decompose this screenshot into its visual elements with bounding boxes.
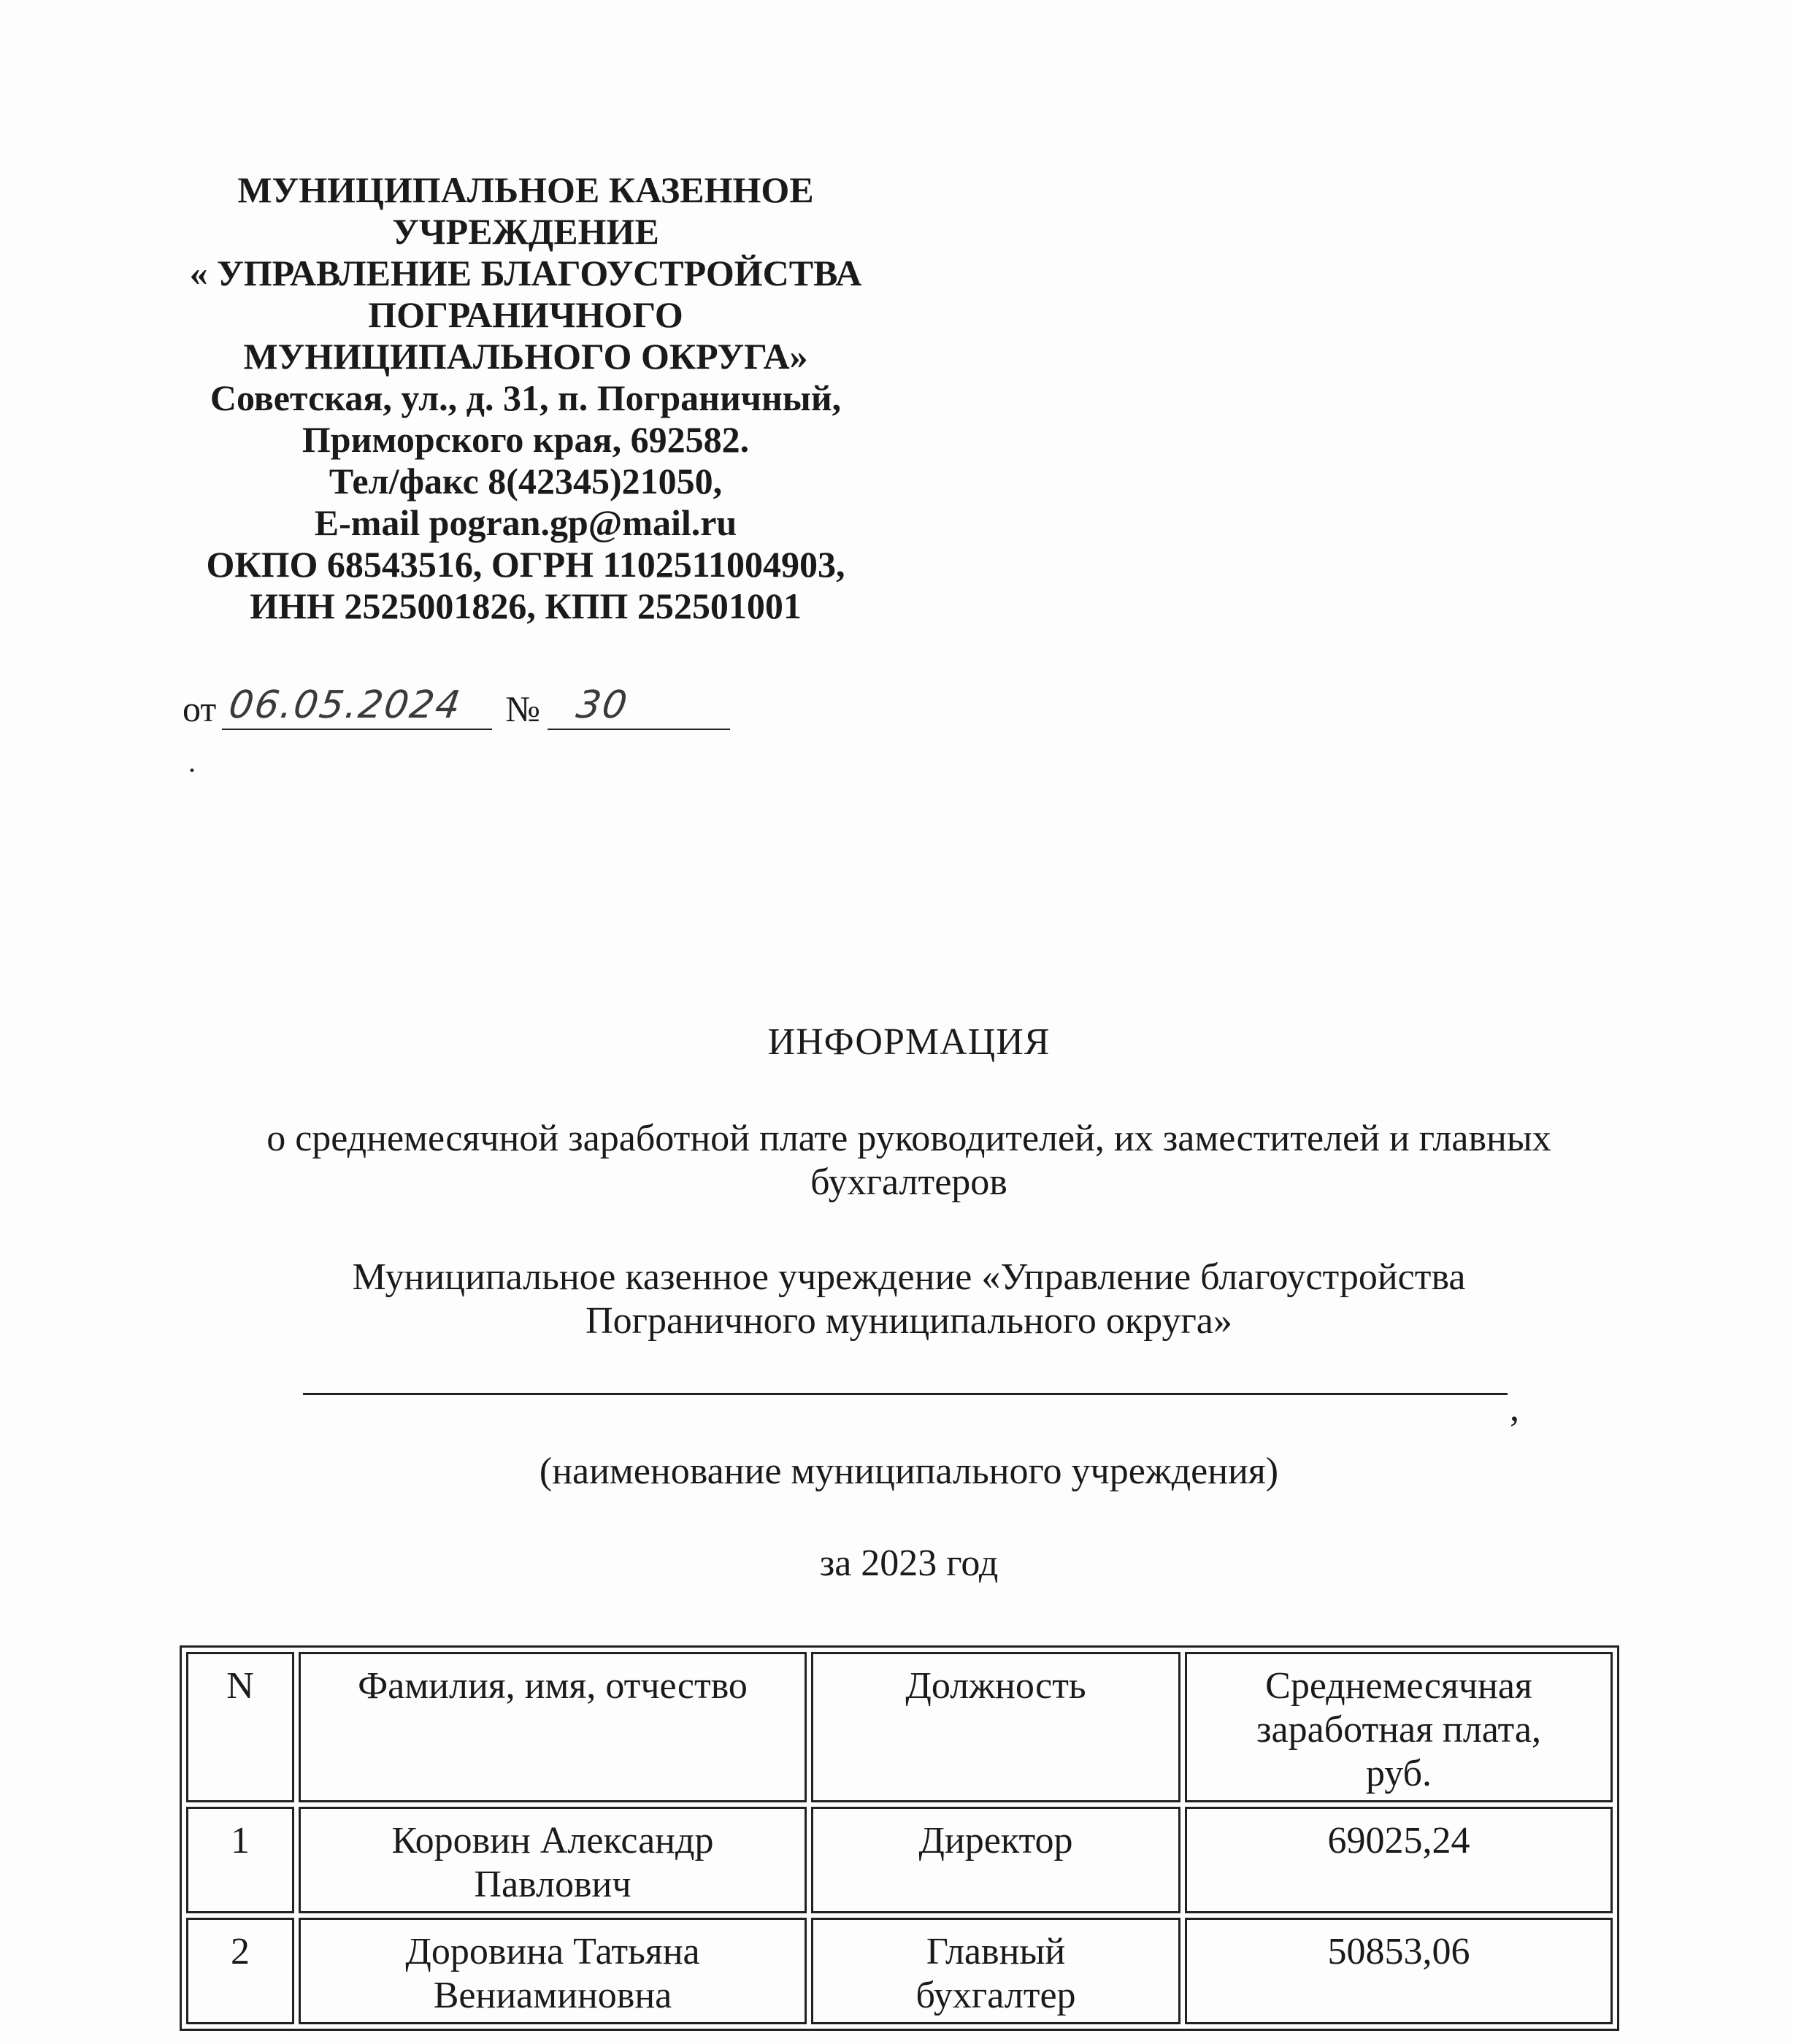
- position-line: бухгалтер: [915, 1975, 1076, 2016]
- header-number: N: [186, 1652, 294, 1802]
- header-salary-line: Среднемесячная: [1265, 1665, 1532, 1707]
- name-line: Вениаминовна: [433, 1975, 672, 2016]
- organization-letterhead: [168, 169, 883, 627]
- handwritten-date: 06.05.2024: [226, 683, 465, 727]
- underline-comma: ,: [1510, 1388, 1519, 1429]
- cell-number: 1: [186, 1807, 294, 1913]
- letterhead-address: Советская, ул., д. 31, п. Пограничный,: [210, 377, 842, 418]
- letterhead-phone: Тел/факс 8(42345)21050,: [329, 461, 723, 502]
- underline-caption: (наименование муниципального учреждения): [539, 1451, 1279, 1492]
- cell-number: 2: [186, 1918, 294, 2024]
- reporting-period: за 2023 год: [819, 1542, 999, 1584]
- reference-line: [183, 672, 730, 730]
- document-title: ИНФОРМАЦИЯ: [767, 1021, 1051, 1063]
- position-line: Главный: [926, 1931, 1066, 1972]
- letterhead-line: МУНИЦИПАЛЬНОЕ КАЗЕННОЕ: [237, 169, 814, 210]
- cell-salary: 50853,06: [1185, 1918, 1613, 2024]
- letterhead-codes: ИНН 2525001826, КПП 252501001: [250, 585, 802, 626]
- name-line: Коровин Александр: [391, 1820, 714, 1862]
- header-full-name: Фамилия, имя, отчество: [299, 1652, 807, 1802]
- letterhead-line: ПОГРАНИЧНОГО: [368, 294, 683, 335]
- number-label: №: [505, 688, 540, 729]
- cell-full-name: [299, 1807, 807, 1913]
- date-field: [222, 682, 492, 730]
- position-line: Директор: [918, 1820, 1073, 1862]
- subtitle-line: бухгалтеров: [810, 1161, 1007, 1203]
- header-salary: [1185, 1652, 1613, 1802]
- salary-table: [180, 1645, 1619, 2031]
- table-row: [186, 1807, 1613, 1913]
- name-line: Павлович: [474, 1864, 631, 1905]
- header-salary-line: руб.: [1365, 1753, 1432, 1794]
- header-salary-line: заработная плата,: [1256, 1709, 1541, 1751]
- cell-position: [811, 1918, 1180, 2024]
- subtitle-line: о среднемесячной заработной плате руководителей, их заместителей и главных: [266, 1118, 1551, 1159]
- cell-full-name: [299, 1918, 807, 2024]
- institution-name: [183, 1256, 1635, 1343]
- from-label: от: [183, 688, 217, 729]
- letterhead-line: « УПРАВЛЕНИЕ БЛАГОУСТРОЙСТВА: [189, 253, 862, 293]
- institution-line: Пограничного муниципального округа»: [585, 1300, 1232, 1342]
- header-position: Должность: [811, 1652, 1180, 1802]
- letterhead-codes: ОКПО 68543516, ОГРН 1102511004903,: [206, 544, 845, 585]
- table-row: [186, 1918, 1613, 2024]
- handwritten-number: 30: [573, 683, 631, 727]
- institution-line: Муниципальное казенное учреждение «Управление благоустройства: [352, 1256, 1466, 1298]
- stray-dot: .: [188, 745, 196, 778]
- name-line: Доровина Татьяна: [405, 1931, 700, 1972]
- cell-salary: 69025,24: [1185, 1807, 1613, 1913]
- letterhead-email: E-mail pogran.gp@mail.ru: [314, 502, 737, 543]
- table-header-row: [186, 1652, 1613, 1802]
- letterhead-address: Приморского края, 692582.: [302, 419, 750, 460]
- number-field: [548, 682, 730, 730]
- document-subtitle: [183, 1117, 1635, 1204]
- letterhead-line: УЧРЕЖДЕНИЕ: [392, 211, 659, 252]
- letterhead-line: МУНИЦИПАЛЬНОГО ОКРУГА»: [243, 336, 808, 377]
- blank-underline: [303, 1393, 1508, 1395]
- cell-position: [811, 1807, 1180, 1913]
